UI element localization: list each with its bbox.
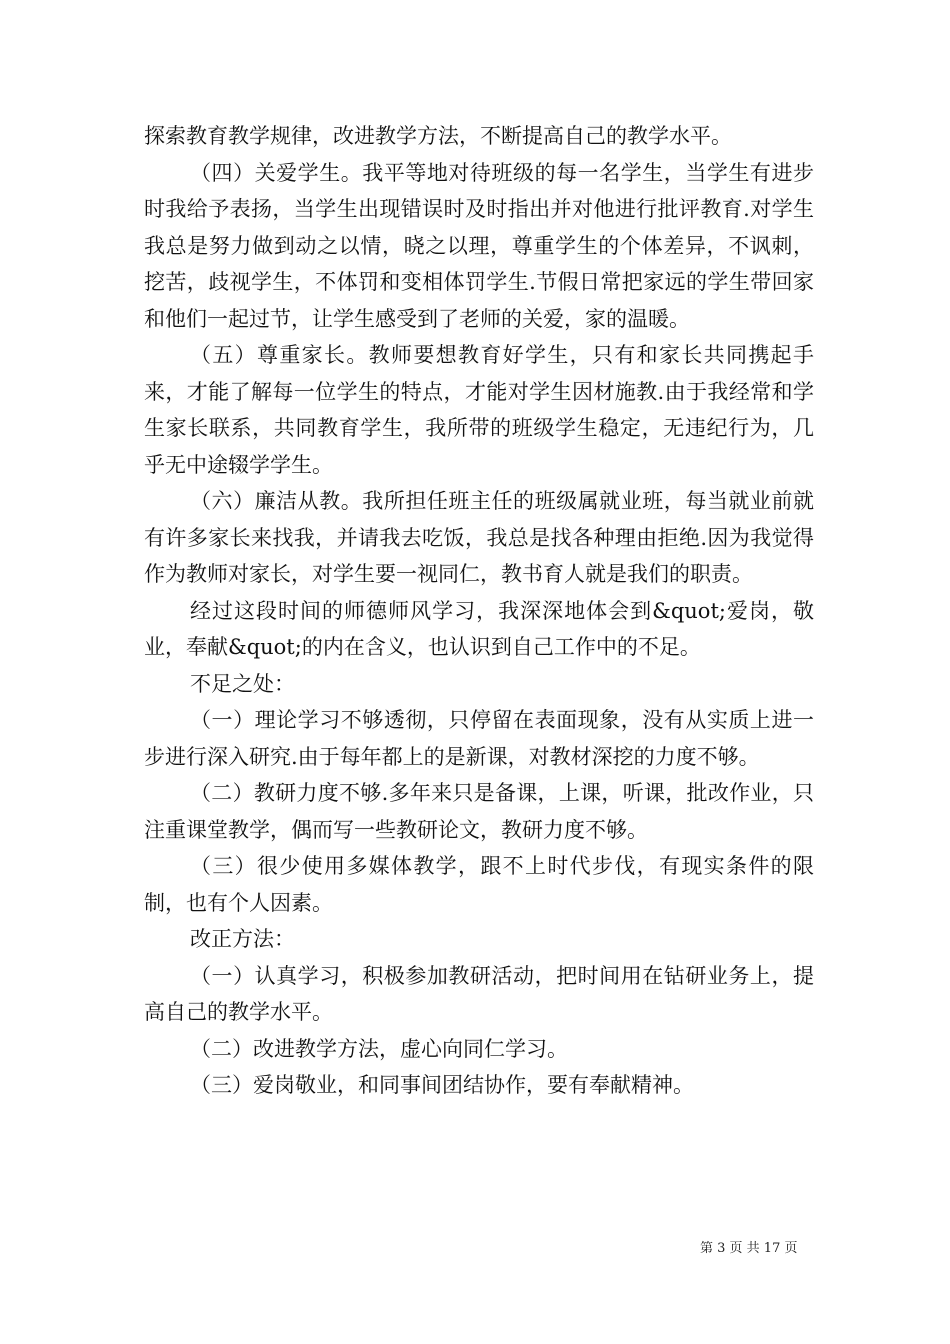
paragraph-13: （三）爱岗敬业，和同事间团结协作，要有奉献精神。 xyxy=(190,1073,694,1097)
paragraph-12: （二）改进教学方法，虚心向同仁学习。 xyxy=(190,1036,568,1061)
paragraph-9: （三）很少使用多媒体教学，跟不上时代步伐，有现实条件的限制，也有个人因素。 xyxy=(144,854,814,915)
paragraph-11: （一）认真学习，积极参加教研活动，把时间用在钻研业务上，提高自己的教学水平。 xyxy=(144,963,814,1024)
paragraph-6-heading: 不足之处： xyxy=(190,671,295,696)
paragraph-1: 探索教育教学规律，改进教学方法，不断提高自己的教学水平。 xyxy=(144,124,732,148)
document-body xyxy=(144,118,814,1104)
paragraph-4: （六）廉洁从教。我所担任班主任的班级属就业班，每当就业前就有许多家长来找我，并请我去吃饭，我总是找各种理由拒绝.因为我觉得作为教师对家长，对学生要一视同仁，教书育人就是我们的职责。 xyxy=(144,489,814,586)
paragraph-8: （二）教研力度不够.多年来只是备课，上课，听课，批改作业，只注重课堂教学，偶而写一些教研论文，教研力度不够。 xyxy=(144,781,814,842)
paragraph-2: （四）关爱学生。我平等地对待班级的每一名学生，当学生有进步时我给予表扬，当学生出现错误时及时指出并对他进行批评教育.对学生我总是努力做到动之以情，晓之以理，尊重学生的个体差异，不讽刺，挖苦，歧视学生，不体罚和变相体罚学生.节假日常把家远的学生带回家和他们一起过节，让学生感受到了老师的关爱，家的温暖。 xyxy=(144,160,814,331)
paragraph-7: （一）理论学习不够透彻，只停留在表面现象，没有从实质上进一步进行深入研究.由于每年都上的是新课，对教材深挖的力度不够。 xyxy=(144,708,814,769)
page-number-footer: 第 3 页 共 17 页 xyxy=(700,1241,798,1256)
paragraph-5: 经过这段时间的师德师风学习，我深深地体会到&quot;爱岗，敬业，奉献&quot;的内在含义，也认识到自己工作中的不足。 xyxy=(144,598,814,659)
paragraph-3: （五）尊重家长。教师要想教育好学生，只有和家长共同携起手来，才能了解每一位学生的特点，才能对学生因材施教.由于我经常和学生家长联系，共同教育学生，我所带的班级学生稳定，无违纪行为，几乎无中途辍学学生。 xyxy=(144,343,814,477)
paragraph-10-heading: 改正方法： xyxy=(190,927,295,951)
